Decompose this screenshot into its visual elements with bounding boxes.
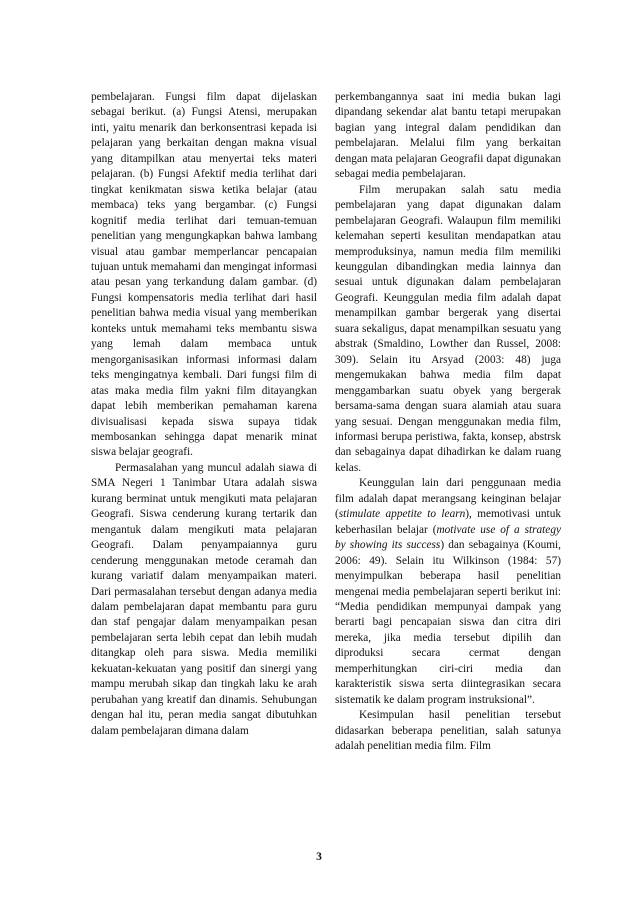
right-paragraph-3 [335,476,561,708]
right-paragraph-2: Film merupakan salah satu media pembelajaran yang dapat digunakan dalam pembelajaran Geografi. Walaupun film memiliki kelemahan seperti kesulitan mendapatkan atau memproduksinya, namun media film memiliki keunggulan dibandingkan media lainnya dan sesuai untuk digunakan dalam pembelajaran Geografi. Keunggulan media film adalah dapat menampilkan gambar bergerak yang disertai suara sekaligus, dapat menampilkan sesuatu yang abstrak (Smaldino, Lowther dan Russel, 2008: 309). Selain itu Arsyad (2003: 48) juga mengemukakan bahwa media film dapat menggambarkan suatu obyek yang bergerak bersama-sama dengan suara alamiah atau suara yang sesuai. Dengan menggunakan media film, informasi berupa peristiwa, fakta, konsep, abstrsk dan sebagainya dapat dihadirkan ke dalam ruang kelas. [335,183,561,474]
left-paragraph-1: pembelajaran. Fungsi film dapat dijelaskan sebagai berikut. (a) Fungsi Atensi, merupakan inti, yaitu menarik dan berkonsentrasi kepada isi pelajaran yang berkaitan dengan makna visual yang ditampilkan atau menyertai teks materi pelajaran. (b) Fungsi Afektif media terlihat dari tingkat kenikmatan siswa ketika belajar (atau membaca) teks yang bergambar. (c) Fungsi kognitif media terlihat dari temuan-temuan penelitian yang mengungkapkan bahwa lambang visual atau gambar memperlancar pencapaian tujuan untuk memahami dan mengingat informasi atau pesan yang terkandung dalam gambar. (d) Fungsi kompensatoris media terlihat dari hasil penelitian bahwa media visual yang memberikan konteks untuk memahami teks membantu siswa yang lemah dalam membaca untuk mengorganisasikan informasi informasi dalam teks mengingatnya kembali. Dari fungsi film di atas maka media film yakni film ditayangkan dapat lebih memberikan pemahaman karena divisualisasi kepada siswa supaya tidak membosankan sehingga dapat menarik minat siswa belajar geografi. [91,91,317,459]
paragraph-text-segment: ) dan sebagainya (Koumi, 2006: 49). Selain itu Wilkinson (1984: 57) menyimpulkan beberapa hasil penelitian mengenai media pembelajaran seperti berikut ini: “Media pendidikan mempunyai dampak yang berarti bagi pencapaian siswa dan citra diri mereka, jika media tersebut dipilih dan diproduksi secara cermat dengan memperhitungkan ciri-ciri media dan karakteristik siswa serta diintegrasikan secara sistematik ke dalam program instruksional”. [335,539,561,706]
right-paragraph-1: perkembangannya saat ini media bukan lagi dipandang sekendar alat bantu tetapi merupakan bagian yang integral dalam pendidikan dan pembelajaran. Melalui film yang berkaitan dengan mata pelajaran Geografii dapat digunakan sebagai media pembelajaran. [335,91,561,181]
left-paragraph-2: Permasalahan yang muncul adalah siawa di SMA Negeri 1 Tanimbar Utara adalah siswa kurang berminat untuk mengikuti mata pelajaran Geografi. Siswa cenderung kurang tertarik dan mengantuk dalam mengikuti mata pelajaran Geografi. Dalam penyampaiannya guru cenderung menggunakan metode ceramah dan kurang variatif dalam menyampaikan materi. Dari permasalahan tersebut dengan adanya media dalam pembelajaran dapat membantu para guru dan staf pengajar dalam menyampaikan pesan pembelajaran serta lebih cepat dan lebih mudah ditangkap oleh para siswa. Media memiliki kekuatan-kekuatan yang positif dan sinergi yang mampu merubah sikap dan tingkah laku ke arah perubahan yang kreatif dan dinamis. Sehubungan dengan hal itu, peran media sangat dibutuhkan dalam pembelajaran dimana dalam [91,461,317,737]
page-number: 3 [316,851,322,863]
right-text-column [335,90,561,754]
left-text-column [91,90,317,739]
right-paragraph-4: Kesimpulan hasil penelitian tersebut didasarkan beberapa penelitian, salah satunya adalah penelitian media film. Film [335,709,561,753]
italic-term-motivate-strategy: motivate use of a strategy by showing its success [335,523,561,552]
paragraph-text-segment: Keunggulan lain dari penggunaan media film adalah dapat merangsang keinginan belajar ( [335,477,561,521]
paragraph-text-segment: ), memotivasi untuk keberhasilan belajar ( [335,508,561,536]
italic-term-stimulate-appetite: stimulate appetite to learn [338,508,466,521]
